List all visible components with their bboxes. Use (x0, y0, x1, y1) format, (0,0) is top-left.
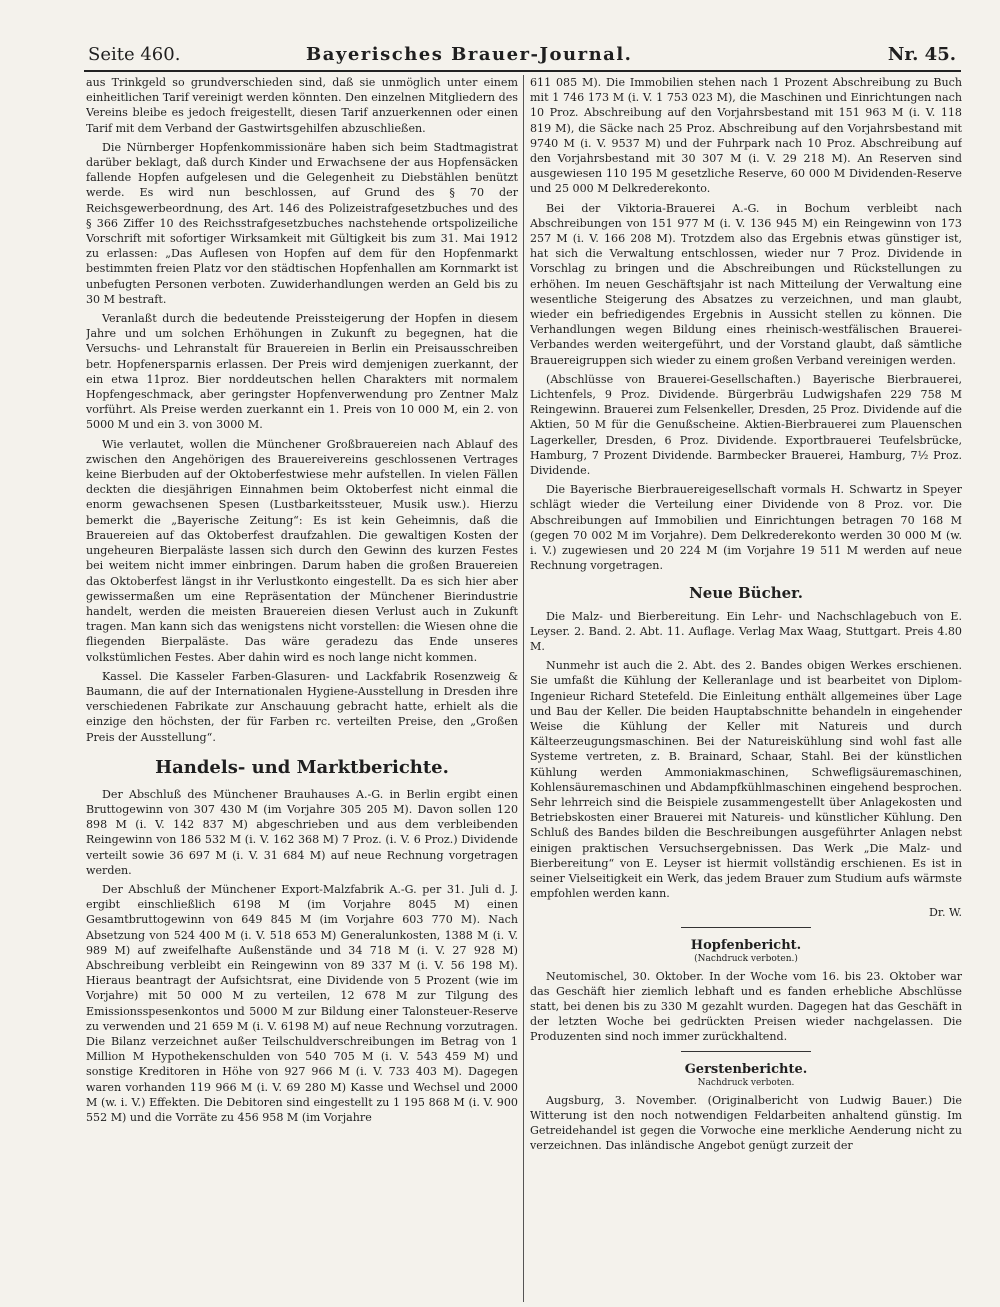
paragraph: Kassel. Die Kasseler Farben-Glasuren- und Lackfabrik Rosenzweig & Baumann, die auf der Internationalen Hygiene-Ausstellung in Dresden ihre verschiedenen Fabrikate zur Anschauung gebracht hatte, erhielt als die einzige den höchsten, der für Farben rc. verteilten Preise, den „Großen Preis der Ausstellung“. (86, 669, 518, 744)
right-column (530, 75, 962, 1295)
section-title-handels: Handels- und Marktberichte. (155, 756, 449, 778)
section-title-hops: Hopfenbericht. (690, 937, 802, 953)
reprint-note: (Nachdruck verboten.) (694, 953, 798, 964)
section-title-barley: Gerstenberichte. (684, 1061, 808, 1077)
paragraph: Die Bayerische Bierbrauereigesellschaft vormals H. Schwartz in Speyer schlägt wieder die Verteilung einer Dividende von 8 Proz. vor. Die Abschreibungen auf Immobilien und Einrichtungen betragen 70 168 M (gegen 70 002 M im Vorjahre). Dem Delkrederekonto werden 30 000 M (w. i. V.) zugewiesen und 20 224 M (im Vorjahre 19 511 M werden auf neue Rechnung vorgetragen. (530, 483, 962, 573)
paragraph: Wie verlautet, wollen die Münchener Großbrauereien nach Ablauf des zwischen den Angehörigen des Brauereivereins geschlossenen Vertrages keine Bierbuden auf der Oktoberfestwiese mehr aufstellen. In vielen Fällen deckten die diesjährigen Einnahmen beim Oktoberfest nicht einmal die enorm gewachsenen Spesen (Lustbarkeitssteuer, Musik usw.). Hierzu bemerkt die „Bayerische Zeitung“: Es ist kein Geheimnis, daß die Brauereien auf das Oktoberfest draufzahlen. Die gewaltigen Kosten der ungeheuren Bierpaläste lassen sich durch den Gewinn des kurzen Festes bei weitem nicht immer einbringen. Darum haben die großen Brauereien das Oktoberfest längst in ihr Verlustkonto eingestellt. Da es sich hier aber gewissermaßen um eine Repräsentation der Münchener Bierindustrie handelt, werden die meisten Brauereien diesen Verlust auch in Zukunft tragen. Man kann sich das wenigstens nicht vorstellen: die Wiesen ohne die fliegenden Bierpaläste. Das wäre geradezu das Ende unseres volkstümlichen Festes. Aber dahin wird es noch lange nicht kommen. (86, 437, 518, 664)
reprint-note: Nachdruck verboten. (697, 1077, 795, 1088)
paragraph: aus Trinkgeld so grundverschieden sind, daß sie unmöglich unter einem einheitlichen Tarif vereinigt werden könnten. Den einzelnen Mitgliedern des Vereins bleibe es jedoch freigestellt, diesen Tarif anzuerkennen oder einen Tarif mit dem Verband der Gastwirtsgehilfen abzuschließen. (86, 76, 518, 135)
paragraph: (Abschlüsse von Brauerei-Gesellschaften.) Bayerische Bierbrauerei, Lichtenfels, 9 Proz. Dividende. Bürgerbräu Ludwigshafen 229 758 M Reingewinn. Brauerei zum Felsenkeller, Dresden, 25 Proz. Dividende auf die Aktien, 50 M für die Genußscheine. Aktien-Bierbrauerei zum Plauenschen Lagerkeller, Dresden, 6 Proz. Dividende. Exportbrauerei Teufelsbrücke, Hamburg, 7 Prozent Dividende. Barmbecker Brauerei, Hamburg, 7½ Proz. Dividende. (530, 372, 962, 478)
page-number: Seite 460. (88, 44, 181, 65)
paragraph: Augsburg, 3. November. (Originalbericht von Ludwig Bauer.) Die Witterung ist den noch notwendigen Feldarbeiten anhaltend günstig. Im Getreidehandel ist gegen die Vorwoche eine merkliche Aenderung nicht zu verzeichnen. Das inländische Angebot genügt zurzeit der (530, 1093, 962, 1153)
page-header (86, 44, 958, 72)
left-column (86, 75, 518, 1295)
section-title-books: Neue Bücher. (689, 583, 803, 602)
column-divider (523, 75, 524, 1302)
signature: Dr. W. (928, 906, 962, 920)
paragraph: Veranlaßt durch die bedeutende Preissteigerung der Hopfen in diesem Jahre und um solchen Erhöhungen in Zukunft zu begegnen, hat die Versuchs- und Lehranstalt für Brauereien in Berlin ein Preisausschreiben betr. Hopfenersparnis erlassen. Der Preis wird demjenigen zuerkannt, der ein etwa 11proz. Bier norddeutschen hellen Charakters mit normalem Hopfengeschmack, aber geringster Hopfenverwendung pro Zentner Malz vorführt. Als Preise werden zuerkannt ein 1. Preis von 10 000 M, ein 2. von 5000 M und ein 3. von 3000 M. (86, 312, 518, 432)
paragraph: 611 085 M). Die Immobilien stehen nach 1 Prozent Abschreibung zu Buch mit 1 746 173 M (i. V. 1 753 023 M), die Maschinen und Einrichtungen nach 10 Proz. Abschreibung auf den Vorjahrsbestand mit 151 963 M (i. V. 118 819 M), die Säcke nach 25 Proz. Abschreibung auf den Vorjahrsbestand mit 9740 M (i. V. 9537 M) und der Fuhrpark nach 10 Proz. Abschreibung auf den Vorjahrsbestand mit 30 307 M (i. V. 29 218 M). An Reserven sind ausgewiesen 110 195 M gesetzliche Reserve, 60 000 M Dividenden-Reserve und 25 000 M Delkrederekonto. (530, 76, 962, 196)
paragraph: Die Malz- und Bierbereitung. Ein Lehr- und Nachschlagebuch von E. Leyser. 2. Band. 2. Abt. 11. Auflage. Verlag Max Waag, Stuttgart. Preis 4.80 M. (530, 609, 962, 653)
paragraph: Bei der Viktoria-Brauerei A.-G. in Bochum verbleibt nach Abschreibungen von 151 977 M (i. V. 136 945 M) ein Reingewinn von 173 257 M (i. V. 166 208 M). Trotzdem also das Ergebnis etwas günstiger ist, hat sich die Verwaltung entschlossen, wieder nur 7 Proz. Dividende in Vorschlag zu bringen und die Abschreibungen und Rückstellungen zu erhöhen. Im neuen Geschäftsjahr ist nach Mitteilung der Verwaltung eine wesentliche Steigerung des Absatzes zu verzeichnen, und man glaubt, wieder ein befriedigendes Ergebnis in Aussicht stellen zu können. Die Verhandlungen wegen Bildung eines rheinisch-westfälischen Brauerei-Verbandes werden weitergeführt, und der Vorstand glaubt, daß sämtliche Brauereigruppen sich wieder zu einem großen Verband vereinigen werden. (530, 201, 962, 367)
issue-number: Nr. 45. (887, 44, 956, 65)
signature-line (530, 905, 962, 920)
section-divider (681, 927, 811, 928)
journal-title: Bayerisches Brauer-Journal. (306, 44, 633, 65)
section-divider (681, 1051, 811, 1052)
paragraph: Der Abschluß der Münchener Export-Malzfabrik A.-G. per 31. Juli d. J. ergibt einschließlich 6198 M (im Vorjahre 8045 M) einen Gesamtbruttogewinn von 649 845 M (im Vorjahre 603 770 M). Nach Absetzung von 524 400 M (i. V. 518 653 M) Generalunkosten, 1388 M (i. V. 989 M) auf zweifelhafte Außenstände und 34 718 M (i. V. 27 928 M) Abschreibung verbleibt ein Reingewinn von 89 337 M (i. V. 56 198 M). Hieraus beantragt der Aufsichtsrat, eine Dividende von 5 Prozent (wie im Vorjahre) mit 50 000 M zu verteilen, 12 678 M zur Tilgung des Emissionsspesenkontos und 5000 M zur Bildung einer Talonsteuer-Reserve zu verwenden und 21 659 M (i. V. 6198 M) auf neue Rechnung vorzutragen. Die Bilanz verzeichnet außer Teilschuldverschreibungen im Betrag von 1 Million M Hypothekenschulden von 540 705 M (i. V. 543 459 M) und sonstige Kreditoren in Höhe von 927 966 M (i. V. 733 403 M). Dagegen waren vorhanden 119 966 M (i. V. 69 280 M) Kasse und Wechsel und 2000 M (w. i. V.) Effekten. Die Debitoren sind eingestellt zu 1 195 868 M (i. V. 900 552 M) und die Vorräte zu 456 958 M (im Vorjahre (86, 882, 518, 1124)
paragraph: Der Abschluß des Münchener Brauhauses A.-G. in Berlin ergibt einen Bruttogewinn von 307 430 M (im Vorjahre 305 205 M). Davon sollen 120 898 M (i. V. 142 837 M) abgeschrieben und aus dem verbleibenden Reingewinn von 186 532 M (i. V. 162 368 M) 7 Proz. (i. V. 6 Proz.) Dividende verteilt sowie 36 697 M (i. V. 31 684 M) auf neue Rechnung vorgetragen werden. (86, 787, 518, 877)
header-rule (84, 70, 961, 72)
paragraph: Neutomischel, 30. Oktober. In der Woche vom 16. bis 23. Oktober war das Geschäft hier ziemlich lebhaft und es fanden erhebliche Abschlüsse statt, bei denen bis zu 330 M gezahlt wurden. Dagegen hat das Geschäft in der letzten Woche bei gedrückten Preisen wieder nachgelassen. Die Produzenten sind noch immer zurückhaltend. (530, 969, 962, 1044)
paragraph: Die Nürnberger Hopfenkommissionäre haben sich beim Stadtmagistrat darüber beklagt, daß durch Kinder und Erwachsene der aus Hopfensäcken fallende Hopfen aufgelesen und die Gelegenheit zu Diebstählen benützt werde. Es wird nun beschlossen, auf Grund des § 70 der Reichsgewerbeordnung, des Art. 146 des Polizeistrafgesetzbuches und des § 366 Ziffer 10 des Reichsstrafgesetzbuches nachstehende ortspolizeiliche Vorschrift mit sofortiger Wirksamkeit mit Gültigkeit bis zum 31. Mai 1912 zu erlassen: „Das Auflesen von Hopfen auf dem für den Hopfenmarkt bestimmten freien Platz vor den städtischen Hopfenhallen am Kornmarkt ist unbefugten Personen verboten. Zuwiderhandlungen werden an Geld bis zu 30 M bestraft. (86, 140, 518, 306)
paragraph: Nunmehr ist auch die 2. Abt. des 2. Bandes obigen Werkes erschienen. Sie umfaßt die Kühlung der Kelleranlage und ist bearbeitet von Diplom-Ingenieur Richard Stetefeld. Die Einleitung enthält allgemeines über Lage und Bau der Keller. Die beiden Hauptabschnitte behandeln in eingehender Weise die Kühlung der Keller mit Natureis und durch Kälteerzeugungsmaschinen. Bei der Natureiskühlung sind wohl fast alle Systeme vertreten, z. B. Brainard, Schaar, Stahl. Bei der künstlichen Kühlung werden Ammoniakmaschinen, Schwefligsäuremaschinen, Kohlensäuremaschinen und Abdampfkühlmaschinen eingehend besprochen. Sehr lehrreich sind die Beispiele zusammengestellt über Anlagekosten und Betriebskosten einer Brauerei mit Natureis- und künstlicher Kühlung. Den Schluß des Bandes bilden die Beschreibungen ausgeführter Anlagen nebst einigen praktischen Versuchsergebnissen. Das Werk „Die Malz- und Bierbereitung“ von E. Leyser ist hiermit vollständig erschienen. Es ist in seiner Vielseitigkeit ein Werk, das jedem Brauer zum Studium aufs wärmste empfohlen werden kann. (530, 659, 962, 901)
